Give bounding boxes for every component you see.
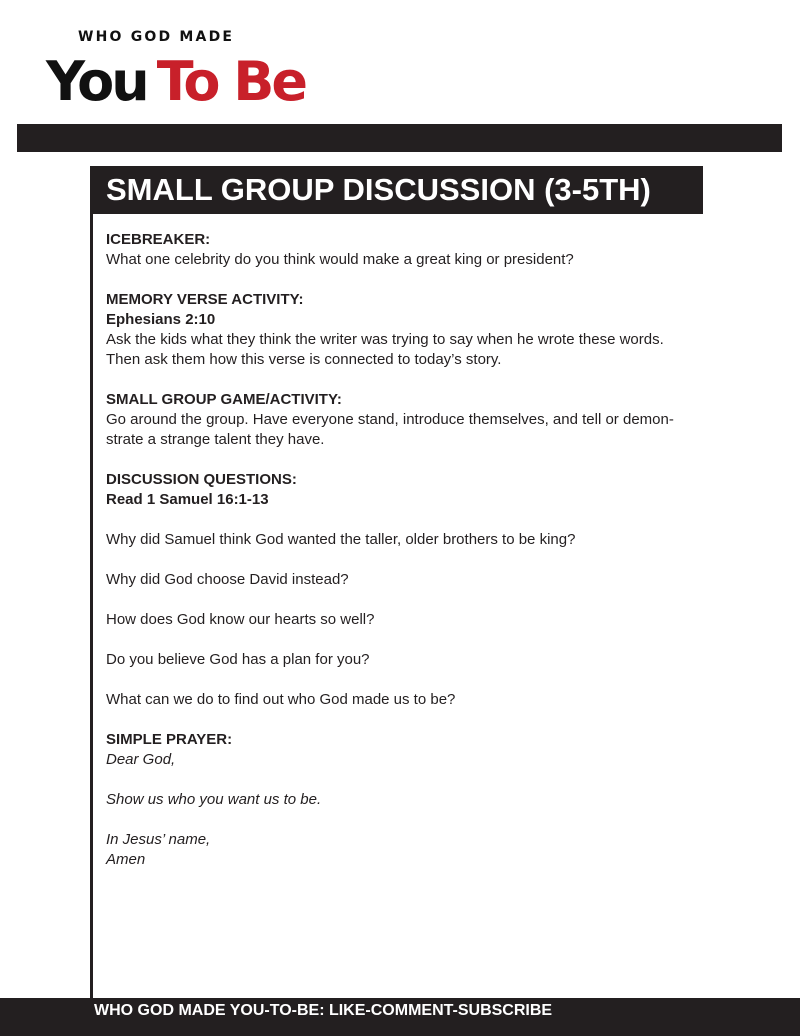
game-line: Go around the group. Have everyone stand, introduce themselves, and tell or demon- xyxy=(106,411,674,428)
prayer-closing: In Jesus’ name, xyxy=(106,831,211,848)
footer-bar: WHO GOD MADE YOU-TO-BE: LIKE-COMMENT-SUBSCRIBE xyxy=(0,998,800,1036)
side-rule xyxy=(90,166,93,1006)
prayer-body: Show us who you want us to be. xyxy=(106,791,322,808)
game-line: strate a strange talent they have. xyxy=(106,431,325,448)
logo-tagline: WHO GOD MADE xyxy=(78,29,235,45)
discussion-question: What can we do to find out who God made us to be? xyxy=(106,691,456,708)
icebreaker-text: What one celebrity do you think would make a great king or president? xyxy=(106,251,574,268)
prayer-heading: SIMPLE PRAYER: xyxy=(106,731,233,748)
memory-verse-line: Then ask them how this verse is connected to today’s story. xyxy=(106,351,502,368)
discussion-question: How does God know our hearts so well? xyxy=(106,611,375,628)
header-bar xyxy=(17,124,782,152)
icebreaker-heading: ICEBREAKER: xyxy=(106,231,211,248)
logo-word-you: You xyxy=(46,50,147,113)
discussion-question: Why did Samuel think God wanted the taller, older brothers to be king? xyxy=(106,531,576,548)
discussion-question: Do you believe God has a plan for you? xyxy=(106,651,370,668)
discussion-question: Why did God choose David instead? xyxy=(106,571,349,588)
discussion-heading: DISCUSSION QUESTIONS: xyxy=(106,471,297,488)
game-heading: SMALL GROUP GAME/ACTIVITY: xyxy=(106,391,342,408)
memory-verse-line: Ask the kids what they think the writer was trying to say when he wrote these words. xyxy=(106,331,664,348)
logo-word-to-be: To Be xyxy=(156,50,306,113)
memory-verse-reference: Ephesians 2:10 xyxy=(106,311,216,328)
logo xyxy=(46,52,305,112)
discussion-reading: Read 1 Samuel 16:1-13 xyxy=(106,491,269,508)
memory-verse-heading: MEMORY VERSE ACTIVITY: xyxy=(106,291,304,308)
worksheet-content xyxy=(106,230,746,870)
page-title: SMALL GROUP DISCUSSION (3-5TH) xyxy=(92,166,703,214)
prayer-amen: Amen xyxy=(106,851,146,868)
prayer-greeting: Dear God, xyxy=(106,751,176,768)
